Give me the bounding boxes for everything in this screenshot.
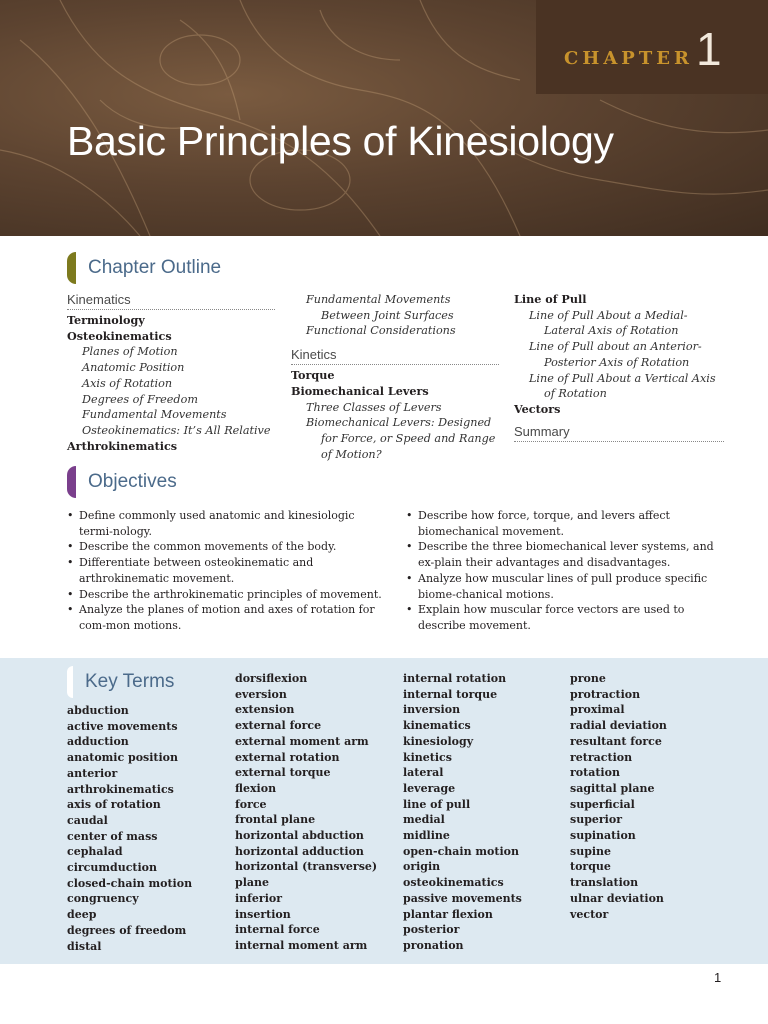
key-term: supination bbox=[570, 829, 636, 843]
outline-item: Vectors bbox=[514, 401, 561, 416]
key-term: resultant force bbox=[570, 734, 662, 748]
key-term: leverage bbox=[403, 781, 456, 795]
objectives-heading-text: Objectives bbox=[88, 471, 177, 492]
key-term: external moment arm bbox=[235, 734, 369, 748]
objective-item: • Describe how force, torque, and levers affect biomechanical movement. bbox=[406, 508, 726, 539]
outline-column-1 bbox=[67, 292, 275, 454]
key-term: deep bbox=[67, 908, 97, 922]
key-term: protraction bbox=[570, 687, 641, 701]
key-terms-heading-text: Key Terms bbox=[85, 671, 175, 692]
key-term: horizontal adduction bbox=[235, 844, 364, 858]
key-terms-bracket-icon bbox=[67, 666, 73, 698]
page-number: 1 bbox=[714, 970, 722, 985]
key-terms-column-3 bbox=[403, 671, 522, 954]
key-term: extension bbox=[235, 703, 295, 717]
key-term: radial deviation bbox=[570, 719, 667, 733]
outline-column-3 bbox=[514, 292, 724, 445]
key-term: vector bbox=[570, 907, 609, 921]
key-term: posterior bbox=[403, 923, 460, 937]
key-term: abduction bbox=[67, 704, 129, 717]
key-term: proximal bbox=[570, 703, 625, 717]
key-term: active movements bbox=[67, 719, 178, 733]
key-term: internal force bbox=[235, 923, 320, 937]
objective-item: • Differentiate between osteokinematic and arthrokinematic movement. bbox=[67, 555, 385, 586]
outline-item: Torque bbox=[291, 368, 335, 383]
key-term: plantar flexion bbox=[403, 907, 493, 921]
key-term: eversion bbox=[235, 687, 287, 701]
outline-item: Fundamental Movements bbox=[82, 408, 227, 422]
key-term: external force bbox=[235, 719, 322, 733]
outline-item: Degrees of Freedom bbox=[82, 392, 198, 406]
objective-item: • Define commonly used anatomic and kinesiologic termi-nology. bbox=[67, 508, 385, 539]
objectives-list-right bbox=[406, 508, 726, 634]
objectives-bracket-icon bbox=[67, 466, 76, 498]
objective-item: • Analyze the planes of motion and axes of rotation for com-mon motions. bbox=[67, 602, 385, 633]
key-term: circumduction bbox=[67, 861, 157, 875]
key-term: ulnar deviation bbox=[570, 891, 664, 905]
key-term: osteokinematics bbox=[403, 876, 504, 890]
key-term: adduction bbox=[67, 735, 129, 749]
key-term: dorsiflexion bbox=[235, 672, 308, 685]
objective-item: • Describe the common movements of the body. bbox=[67, 539, 385, 555]
chapter-banner bbox=[0, 0, 768, 236]
objective-item: • Describe the three biomechanical lever systems, and ex-plain their advantages and disadvantages. bbox=[406, 539, 726, 570]
key-term: prone bbox=[570, 672, 606, 685]
key-terms-panel bbox=[0, 658, 768, 964]
key-term: anatomic position bbox=[67, 751, 179, 765]
key-term: horizontal (transverse) bbox=[235, 860, 378, 874]
outline-subhead-kinematics: Kinematics bbox=[67, 292, 275, 310]
key-term: plane bbox=[235, 876, 269, 890]
key-term: internal moment arm bbox=[235, 938, 368, 952]
outline-item: Axis of Rotation bbox=[82, 376, 173, 390]
outline-item: Terminology bbox=[67, 313, 145, 327]
key-term: kinematics bbox=[403, 719, 471, 733]
key-term: horizontal abduction bbox=[235, 829, 364, 843]
outline-subhead-kinetics: Kinetics bbox=[291, 347, 499, 365]
key-term: closed-chain motion bbox=[67, 876, 193, 890]
key-terms-heading bbox=[67, 666, 174, 698]
key-term: retraction bbox=[570, 750, 633, 764]
outline-item: Planes of Motion bbox=[82, 345, 178, 359]
outline-subhead-summary: Summary bbox=[514, 424, 724, 442]
key-term: center of mass bbox=[67, 829, 158, 843]
key-terms-column-1 bbox=[67, 703, 192, 954]
key-term: translation bbox=[570, 876, 639, 890]
chapter-number-box bbox=[536, 0, 768, 94]
key-term: sagittal plane bbox=[570, 781, 655, 795]
chapter-label: CHAPTER bbox=[564, 48, 693, 69]
key-term: degrees of freedom bbox=[67, 923, 187, 937]
outline-item: Arthrokinematics bbox=[67, 438, 178, 453]
key-term: kinetics bbox=[403, 750, 452, 764]
key-term: supine bbox=[570, 844, 612, 858]
key-term: force bbox=[235, 797, 267, 811]
key-terms-column-4 bbox=[570, 671, 667, 922]
outline-item: Osteokinematics: It’s All Relative bbox=[82, 423, 271, 437]
key-term: caudal bbox=[67, 813, 108, 827]
outline-item: Line of Pull about an Anterior-Posterior Axis of Rotation bbox=[529, 340, 702, 369]
key-term: inversion bbox=[403, 703, 461, 717]
outline-column-2 bbox=[291, 292, 499, 462]
key-term: passive movements bbox=[403, 891, 522, 905]
key-term: superficial bbox=[570, 797, 635, 811]
objectives-heading bbox=[67, 466, 177, 498]
chapter-number: 1 bbox=[696, 23, 722, 75]
key-term: internal rotation bbox=[403, 672, 507, 685]
key-term: torque bbox=[570, 860, 611, 874]
key-term: midline bbox=[403, 829, 450, 843]
key-term: kinesiology bbox=[403, 734, 474, 748]
objective-item: • Explain how muscular force vectors are used to describe movement. bbox=[406, 602, 726, 633]
key-term: cephalad bbox=[67, 845, 123, 859]
outline-item: Functional Considerations bbox=[306, 324, 456, 338]
key-term: lateral bbox=[403, 766, 444, 780]
outline-item: Anatomic Position bbox=[82, 361, 185, 375]
key-term: congruency bbox=[67, 892, 139, 906]
key-term: origin bbox=[403, 860, 441, 874]
objectives-list-left bbox=[67, 508, 385, 634]
key-term: anterior bbox=[67, 766, 118, 780]
key-term: arthrokinematics bbox=[67, 782, 174, 796]
outline-item: Osteokinematics bbox=[67, 328, 172, 343]
objective-item: • Analyze how muscular lines of pull produce specific biome-chanical motions. bbox=[406, 571, 726, 602]
key-term: inferior bbox=[235, 891, 283, 905]
key-term: distal bbox=[67, 939, 102, 953]
outline-item: Line of Pull bbox=[514, 292, 587, 306]
key-term: medial bbox=[403, 813, 445, 827]
key-term: superior bbox=[570, 813, 622, 827]
key-term: flexion bbox=[235, 781, 277, 795]
outline-item: Line of Pull About a Medial-Lateral Axis of Rotation bbox=[529, 308, 688, 338]
outline-bracket-icon bbox=[67, 252, 76, 284]
key-term: axis of rotation bbox=[67, 798, 161, 812]
outline-item: Biomechanical Levers: Designed for Force, or Speed and Range of Motion? bbox=[306, 416, 496, 461]
key-term: external rotation bbox=[235, 750, 340, 764]
key-term: line of pull bbox=[403, 797, 471, 811]
objective-item: • Describe the arthrokinematic principles of movement. bbox=[67, 587, 385, 603]
outline-item: Three Classes of Levers bbox=[306, 400, 442, 414]
outline-item: Fundamental Movements Between Joint Surfaces bbox=[306, 293, 454, 322]
key-term: open-chain motion bbox=[403, 844, 519, 858]
chapter-title: Basic Principles of Kinesiology bbox=[67, 118, 614, 164]
outline-heading bbox=[67, 252, 221, 284]
outline-heading-text: Chapter Outline bbox=[88, 257, 222, 278]
key-term: insertion bbox=[235, 907, 291, 921]
key-term: internal torque bbox=[403, 687, 498, 701]
key-term: external torque bbox=[235, 766, 331, 780]
key-term: pronation bbox=[403, 938, 464, 952]
key-term: rotation bbox=[570, 766, 620, 780]
outline-item: Biomechanical Levers bbox=[291, 383, 429, 398]
key-term: frontal plane bbox=[235, 813, 316, 827]
outline-item: Line of Pull About a Vertical Axis of Rotation bbox=[529, 371, 716, 401]
key-terms-column-2 bbox=[235, 671, 377, 954]
